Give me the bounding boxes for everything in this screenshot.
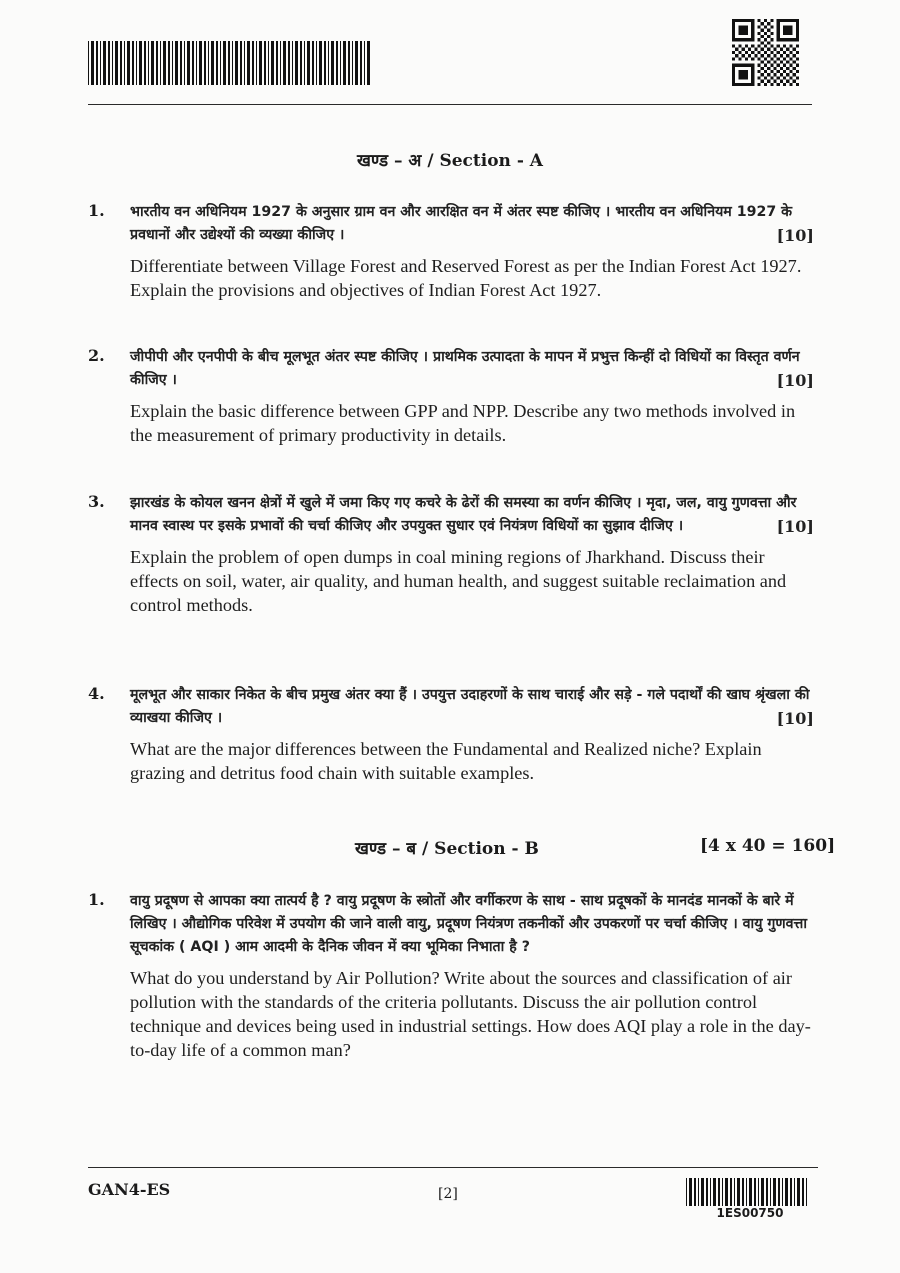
footer-divider [88, 1167, 818, 1168]
question-hindi-text: झारखंड के कोयल खनन क्षेत्रों में खुले में जमा किए गए कचरे के ढेरों की समस्या का वर्णन कीजिए । मृदा, जल, वायु गुणवत्ता और मानव स्वास्थ पर इसके प्रभावों की चर्चा कीजिए और उपयुक्त सुधार एवं नियंत्रण विधियों का सुझाव दीजिए । [10] [130, 495, 814, 536]
header-divider [88, 104, 812, 105]
question-english-text: Differentiate between Village Forest and Reserved Forest as per the Indian Forest Act 1927. Explain the provisions and objectives of Indian Forest Act 1927. [130, 256, 802, 300]
question-marks: [10] [776, 709, 814, 728]
question-marks: [10] [776, 226, 814, 245]
question-a4 [88, 684, 814, 785]
question-number: 1. [88, 201, 105, 220]
question-number: 2. [88, 346, 105, 365]
paper-code: GAN4-ES [88, 1180, 171, 1199]
question-english-text: Explain the basic difference between GPP and NPP. Describe any two methods involved in the measurement of primary productivity in details. [130, 401, 796, 445]
section-b-heading: खण्ड – ब / Section - B [355, 839, 539, 859]
header-barcode [88, 41, 371, 85]
question-hindi-text: मूलभूत और साकार निकेत के बीच प्रमुख अंतर क्या हैं । उपयुत्त उदाहरणों के साथ चाराई और सड़े - गले पदार्थों की खाघ श्रृंखला की व्याखया कीजिए । [10] [130, 687, 814, 728]
question-b1 [88, 890, 814, 1062]
question-english-text: Explain the problem of open dumps in coal mining regions of Jharkhand. Discuss their effects on soil, water, air quality, and human health, and suggest suitable reclaimation and control methods. [130, 547, 787, 615]
question-number: 3. [88, 492, 105, 511]
question-english-text: What are the major differences between the Fundamental and Realized niche? Explain grazing and detritus food chain with suitable examples. [130, 739, 762, 783]
question-a1 [88, 201, 814, 302]
question-number: 1. [88, 890, 105, 909]
section-a-heading: खण्ड – अ / Section - A [357, 151, 543, 171]
page-number: [2] [438, 1186, 458, 1202]
question-english-text: What do you understand by Air Pollution? Write about the sources and classification of air pollution with the standards of the criteria pollutants. Discuss the air pollution control technique and devices being used in industrial settings. How does AQI play a role in the day-to-day life of a common man? [130, 968, 811, 1060]
question-a3 [88, 492, 814, 617]
qr-code [732, 19, 799, 86]
question-marks: [10] [776, 371, 814, 390]
question-hindi-text: वायु प्रदूषण से आपका क्या तात्पर्य है ? वायु प्रदूषण के स्त्रोतों और वर्गीकरण के साथ - साथ प्रदूषकों के मानदंड मानकों के बारे में लिखिए । औद्योगिक परिवेश में उपयोग की जाने वाली वायु, प्रदूषण नियंत्रण तकनीकों और उपकरणों पर चर्चा कीजिए । वायु गुणवत्ता सूचकांक ( AQI ) आम आदमी के दैनिक जीवन में क्या भूमिका निभाता है ? [130, 893, 807, 955]
section-b-marks-total: [4 x 40 = 160] [700, 836, 836, 856]
question-number: 4. [88, 684, 105, 703]
question-a2 [88, 346, 814, 447]
question-marks: [10] [776, 517, 814, 536]
question-hindi-text: जीपीपी और एनपीपी के बीच मूलभूत अंतर स्पष्ट कीजिए । प्राथमिक उत्पादता के मापन में प्रभुत्त किन्हीं दो विधियों का विस्तृत वर्णन कीजिए । [10] [130, 349, 814, 390]
barcode-number: 1ES00750 [716, 1206, 784, 1220]
footer-barcode [686, 1178, 808, 1206]
question-hindi-text: भारतीय वन अधिनियम 1927 के अनुसार ग्राम वन और आरक्षित वन में अंतर स्पष्ट कीजिए । भारतीय वन अधिनियम 1927 के प्रवधानों और उद्येश्यों की व्यख्या कीजिए । [10] [130, 204, 814, 245]
